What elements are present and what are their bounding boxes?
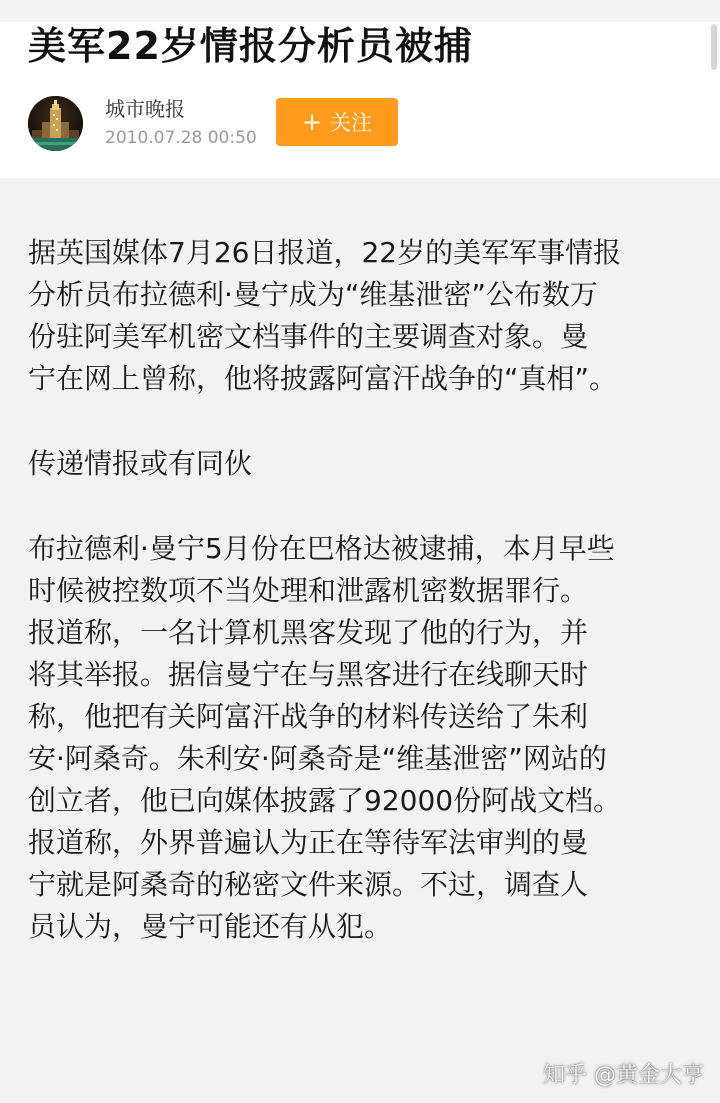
paragraph-line: 宁就是阿桑奇的秘密文件来源。不过，调查人 [28,868,589,901]
paragraph-line: 将其举报。据信曼宁在与黑客进行在线聊天时 [28,658,589,691]
article-header [0,0,720,178]
follow-button[interactable] [276,98,398,146]
source-avatar[interactable] [28,96,83,151]
paragraph-line: 布拉德利·曼宁5月份在巴格达被逮捕，本月早些 [28,532,615,565]
zhihu-watermark: 知乎 @黄金大亨 [543,1063,704,1088]
paragraph-line: 时候被控数项不当处理和泄露机密数据罪行。 [28,574,589,607]
section-subheading: 传递情报或有同伙 [28,447,253,480]
paragraph-line: 创立者，他已向媒体披露了92000份阿战文档。 [28,784,622,817]
scrollbar-thumb[interactable] [711,24,717,70]
avatar-photo-icon [28,96,83,151]
paragraph-line: 宁在网上曾称，他将披露阿富汗战争的“真相”。 [28,362,618,395]
article-body [28,232,696,948]
article-paragraph-2 [28,528,696,948]
paragraph-line: 报道称，外界普遍认为正在等待军法审判的曼 [28,826,589,859]
follow-button-label: 关注 [330,111,373,135]
paragraph-line: 员认为，曼宁可能还有从犯。 [28,910,393,943]
source-name[interactable]: 城市晚报 [105,97,185,121]
plus-icon: + [301,108,323,136]
paragraph-line: 据英国媒体7月26日报道，22岁的美军军事情报 [28,236,622,269]
paragraph-line: 称，他把有关阿富汗战争的材料传送给了朱利 [28,700,589,733]
top-strip [0,0,720,22]
publish-time: 2010.07.28 00:50 [105,128,257,148]
paragraph-line: 安·阿桑奇。朱利安·阿桑奇是“维基泄密”网站的 [28,742,607,775]
paragraph-line: 份驻阿美军机密文档事件的主要调查对象。曼 [28,320,589,353]
paragraph-line: 分析员布拉德利·曼宁成为“维基泄密”公布数万 [28,278,598,311]
paragraph-line: 报道称，一名计算机黑客发现了他的行为，并 [28,616,589,649]
article-paragraph-1 [28,232,696,400]
article-title: 美军22岁情报分析员被捕 [28,24,473,68]
